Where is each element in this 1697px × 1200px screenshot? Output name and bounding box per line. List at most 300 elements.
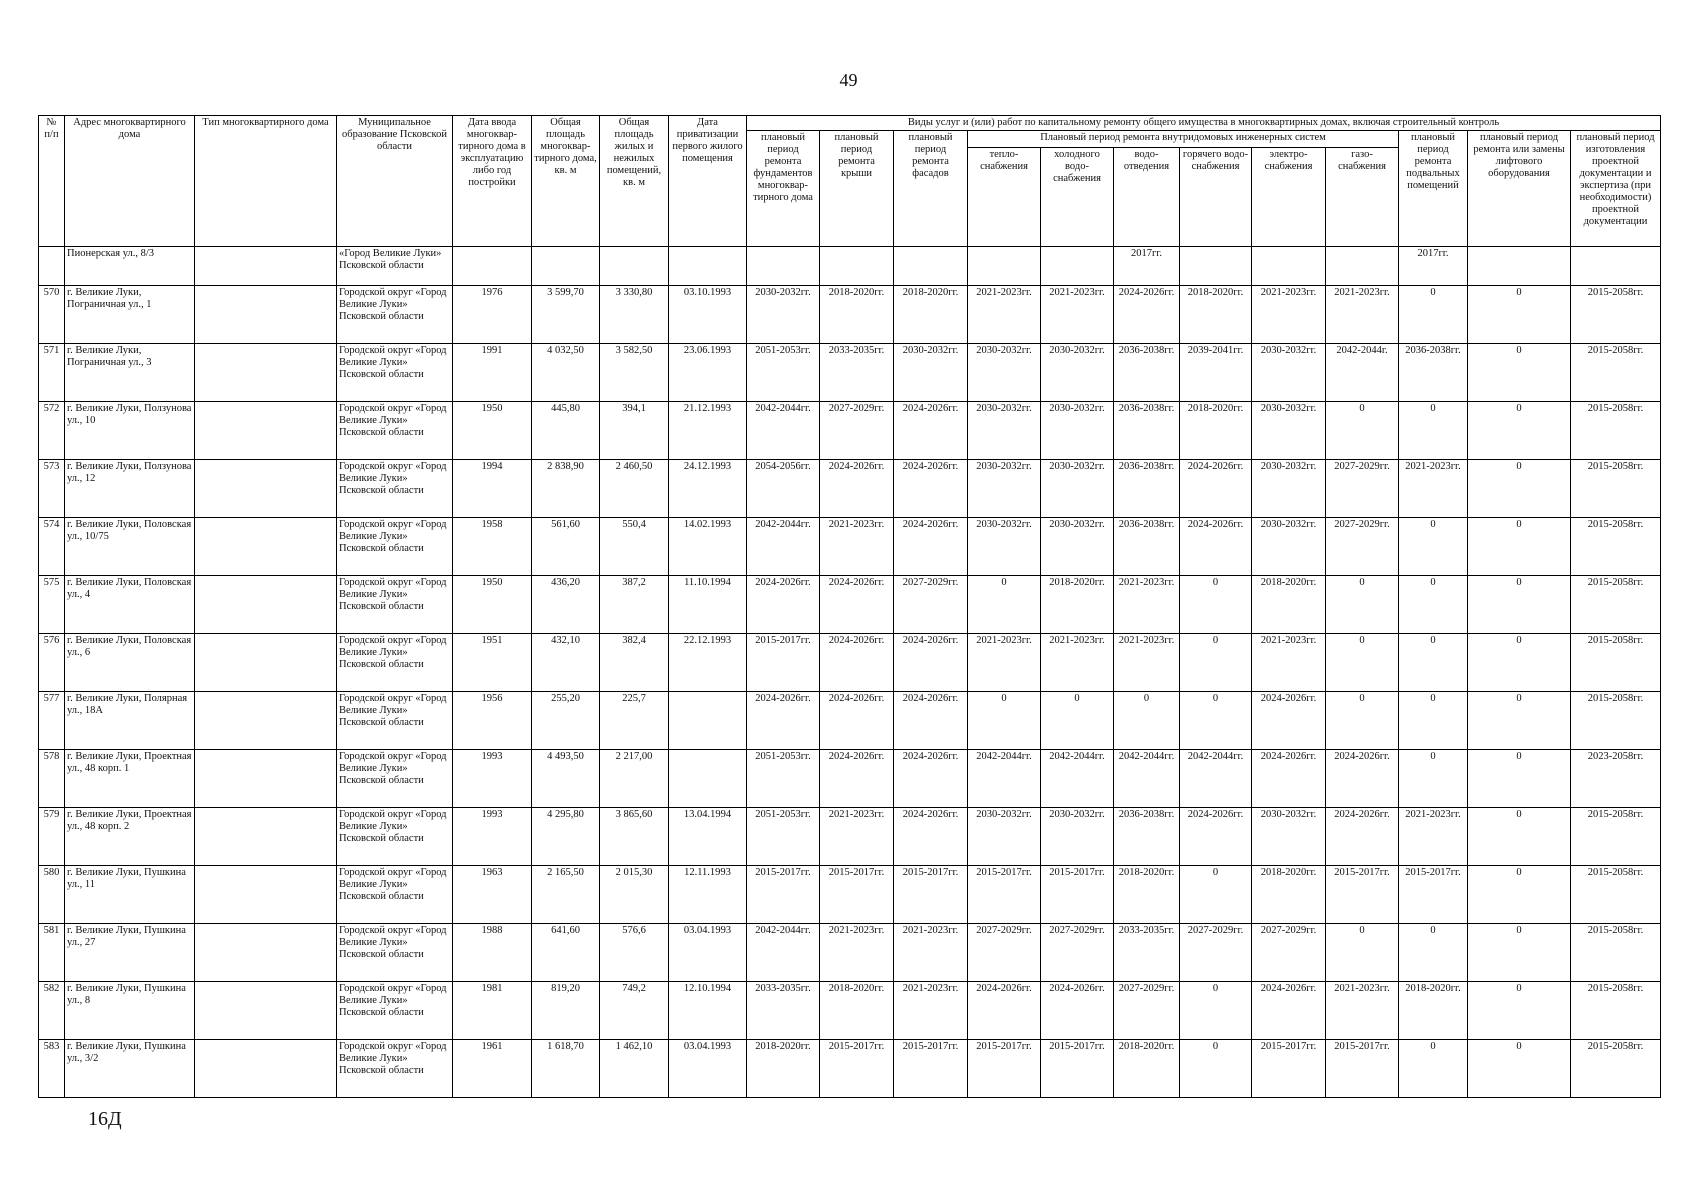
cell-type (195, 518, 337, 576)
header-foundation: плановый период ремонта фундаментов многоквар-тирного дома (747, 131, 820, 247)
cell-total-area: 4 295,80 (532, 808, 600, 866)
cell-gas: 0 (1326, 402, 1399, 460)
cell-heat: 2015-2017гг. (968, 866, 1041, 924)
cell-hot-water: 2027-2029гг. (1180, 924, 1252, 982)
header-engineering-group: Плановый период ремонта внутридомовых инженерных систем (968, 131, 1399, 148)
cell-roof: 2024-2026гг. (820, 692, 894, 750)
cell-elevator: 0 (1468, 808, 1571, 866)
cell-living-area: 3 865,60 (600, 808, 669, 866)
cell-address: г. Великие Луки, Пограничная ул., 1 (65, 286, 195, 344)
cell-basement: 0 (1399, 518, 1468, 576)
cell-roof: 2024-2026гг. (820, 576, 894, 634)
cell-hot-water: 2024-2026гг. (1180, 460, 1252, 518)
cell-address: Пионерская ул., 8/3 (65, 247, 195, 286)
cell-design: 2015-2058гг. (1571, 924, 1661, 982)
cell-facade: 2024-2026гг. (894, 750, 968, 808)
table-row (39, 344, 1661, 402)
cell-hot-water: 2024-2026гг. (1180, 518, 1252, 576)
cell-date: 1993 (453, 808, 532, 866)
cell-basement: 0 (1399, 402, 1468, 460)
cell-num: 574 (39, 518, 65, 576)
cell-date: 1988 (453, 924, 532, 982)
cell-elevator: 0 (1468, 460, 1571, 518)
cell-drainage: 2024-2026гг. (1114, 286, 1180, 344)
cell-drainage: 2036-2038гг. (1114, 808, 1180, 866)
cell-gas: 2015-2017гг. (1326, 1040, 1399, 1098)
cell-facade: 2021-2023гг. (894, 982, 968, 1040)
cell-date: 1961 (453, 1040, 532, 1098)
cell-drainage: 2036-2038гг. (1114, 518, 1180, 576)
cell-design: 2015-2058гг. (1571, 692, 1661, 750)
cell-drainage: 2042-2044гг. (1114, 750, 1180, 808)
cell-facade: 2024-2026гг. (894, 518, 968, 576)
cell-total-area: 641,60 (532, 924, 600, 982)
cell-design: 2015-2058гг. (1571, 982, 1661, 1040)
cell-total-area: 819,20 (532, 982, 600, 1040)
cell-num: 575 (39, 576, 65, 634)
cell-municipality: Городской округ «Город Великие Луки» Псковской области (337, 924, 453, 982)
cell-heat: 2030-2032гг. (968, 344, 1041, 402)
cell-type (195, 460, 337, 518)
cell-facade: 2030-2032гг. (894, 344, 968, 402)
cell-facade: 2015-2017гг. (894, 866, 968, 924)
cell-living-area: 3 330,80 (600, 286, 669, 344)
cell-facade (894, 247, 968, 286)
cell-address: г. Великие Луки, Половская ул., 4 (65, 576, 195, 634)
cell-gas: 2015-2017гг. (1326, 866, 1399, 924)
cell-gas: 2027-2029гг. (1326, 518, 1399, 576)
page-number: 49 (839, 70, 858, 90)
cell-address: г. Великие Луки, Половская ул., 6 (65, 634, 195, 692)
cell-municipality: Городской округ «Город Великие Луки» Псковской области (337, 634, 453, 692)
cell-basement: 2021-2023гг. (1399, 460, 1468, 518)
cell-foundation: 2030-2032гг. (747, 286, 820, 344)
cell-total-area: 432,10 (532, 634, 600, 692)
cell-cold-water: 2027-2029гг. (1041, 924, 1114, 982)
header-electric: электро-снабжения (1252, 148, 1326, 247)
cell-electric: 2024-2026гг. (1252, 750, 1326, 808)
cell-hot-water: 2042-2044гг. (1180, 750, 1252, 808)
cell-cold-water: 2018-2020гг. (1041, 576, 1114, 634)
cell-total-area: 1 618,70 (532, 1040, 600, 1098)
cell-hot-water: 2039-2041гг. (1180, 344, 1252, 402)
cell-date: 1991 (453, 344, 532, 402)
header-works-group: Виды услуг и (или) работ по капитальному ремонту общего имущества в многоквартирных домах, включая строительный контроль (747, 116, 1661, 131)
cell-electric: 2030-2032гг. (1252, 518, 1326, 576)
cell-total-area: 561,60 (532, 518, 600, 576)
cell-foundation: 2051-2053гг. (747, 808, 820, 866)
cell-design: 2015-2058гг. (1571, 460, 1661, 518)
table-row (39, 460, 1661, 518)
cell-address: г. Великие Луки, Половская ул., 10/75 (65, 518, 195, 576)
cell-gas (1326, 247, 1399, 286)
cell-elevator: 0 (1468, 924, 1571, 982)
cell-total-area: 4 032,50 (532, 344, 600, 402)
cell-heat: 2024-2026гг. (968, 982, 1041, 1040)
cell-address: г. Великие Луки, Пушкина ул., 11 (65, 866, 195, 924)
cell-roof: 2021-2023гг. (820, 924, 894, 982)
cell-total-area: 445,80 (532, 402, 600, 460)
cell-date: 1950 (453, 402, 532, 460)
cell-date: 1981 (453, 982, 532, 1040)
cell-foundation: 2054-2056гг. (747, 460, 820, 518)
cell-living-area: 749,2 (600, 982, 669, 1040)
cell-num: 582 (39, 982, 65, 1040)
cell-facade: 2024-2026гг. (894, 692, 968, 750)
cell-electric: 2030-2032гг. (1252, 808, 1326, 866)
header-address: Адрес многоквартирного дома (65, 116, 195, 247)
cell-privatization (669, 247, 747, 286)
cell-elevator: 0 (1468, 750, 1571, 808)
cell-total-area: 436,20 (532, 576, 600, 634)
cell-living-area: 550,4 (600, 518, 669, 576)
cell-cold-water: 2030-2032гг. (1041, 460, 1114, 518)
cell-type (195, 1040, 337, 1098)
cell-facade: 2018-2020гг. (894, 286, 968, 344)
cell-gas: 2027-2029гг. (1326, 460, 1399, 518)
cell-design: 2015-2058гг. (1571, 344, 1661, 402)
cell-design: 2015-2058гг. (1571, 518, 1661, 576)
cell-privatization: 03.10.1993 (669, 286, 747, 344)
cell-living-area: 2 217,00 (600, 750, 669, 808)
cell-roof (820, 247, 894, 286)
header-gas: газо-снабжения (1326, 148, 1399, 247)
cell-municipality: Городской округ «Город Великие Луки» Псковской области (337, 750, 453, 808)
cell-gas: 2024-2026гг. (1326, 808, 1399, 866)
cell-drainage: 2018-2020гг. (1114, 1040, 1180, 1098)
cell-heat: 2030-2032гг. (968, 460, 1041, 518)
cell-foundation: 2042-2044гг. (747, 518, 820, 576)
cell-address: г. Великие Луки, Проектная ул., 48 корп. 2 (65, 808, 195, 866)
cell-electric: 2018-2020гг. (1252, 866, 1326, 924)
table-row-continuation (39, 247, 1661, 286)
cell-basement: 2017гг. (1399, 247, 1468, 286)
cell-type (195, 634, 337, 692)
cell-basement: 0 (1399, 750, 1468, 808)
cell-design: 2015-2058гг. (1571, 866, 1661, 924)
cell-municipality: Городской округ «Город Великие Луки» Псковской области (337, 518, 453, 576)
cell-address: г. Великие Луки, Пограничная ул., 3 (65, 344, 195, 402)
cell-cold-water: 2030-2032гг. (1041, 402, 1114, 460)
cell-hot-water: 2018-2020гг. (1180, 402, 1252, 460)
cell-hot-water: 0 (1180, 866, 1252, 924)
cell-num: 570 (39, 286, 65, 344)
cell-privatization: 11.10.1994 (669, 576, 747, 634)
cell-facade: 2015-2017гг. (894, 1040, 968, 1098)
cell-facade: 2024-2026гг. (894, 634, 968, 692)
cell-cold-water: 2021-2023гг. (1041, 286, 1114, 344)
cell-electric: 2024-2026гг. (1252, 692, 1326, 750)
cell-gas: 2021-2023гг. (1326, 286, 1399, 344)
cell-drainage: 2036-2038гг. (1114, 344, 1180, 402)
header-type: Тип многоквартирного дома (195, 116, 337, 247)
cell-drainage: 2027-2029гг. (1114, 982, 1180, 1040)
cell-heat: 2030-2032гг. (968, 518, 1041, 576)
cell-elevator: 0 (1468, 518, 1571, 576)
cell-basement: 2018-2020гг. (1399, 982, 1468, 1040)
cell-basement: 0 (1399, 634, 1468, 692)
cell-num: 578 (39, 750, 65, 808)
table-row (39, 1040, 1661, 1098)
cell-type (195, 982, 337, 1040)
cell-electric (1252, 247, 1326, 286)
table-row (39, 924, 1661, 982)
cell-municipality: Городской округ «Город Великие Луки» Псковской области (337, 692, 453, 750)
cell-roof: 2015-2017гг. (820, 866, 894, 924)
cell-municipality: Городской округ «Город Великие Луки» Псковской области (337, 402, 453, 460)
header-roof: плановый период ремонта крыши (820, 131, 894, 247)
cell-foundation: 2051-2053гг. (747, 344, 820, 402)
cell-design: 2015-2058гг. (1571, 634, 1661, 692)
cell-roof: 2024-2026гг. (820, 750, 894, 808)
cell-num: 579 (39, 808, 65, 866)
cell-type (195, 344, 337, 402)
cell-num: 577 (39, 692, 65, 750)
cell-electric: 2021-2023гг. (1252, 634, 1326, 692)
cell-hot-water: 0 (1180, 576, 1252, 634)
cell-privatization: 23.06.1993 (669, 344, 747, 402)
cell-design: 2023-2058гг. (1571, 750, 1661, 808)
cell-heat: 2027-2029гг. (968, 924, 1041, 982)
cell-electric: 2030-2032гг. (1252, 344, 1326, 402)
cell-heat: 0 (968, 576, 1041, 634)
cell-hot-water: 2024-2026гг. (1180, 808, 1252, 866)
cell-address: г. Великие Луки, Пушкина ул., 27 (65, 924, 195, 982)
cell-facade: 2021-2023гг. (894, 924, 968, 982)
cell-privatization (669, 692, 747, 750)
cell-num: 581 (39, 924, 65, 982)
cell-hot-water: 2018-2020гг. (1180, 286, 1252, 344)
cell-privatization: 22.12.1993 (669, 634, 747, 692)
cell-gas: 0 (1326, 924, 1399, 982)
cell-num: 571 (39, 344, 65, 402)
cell-total-area: 3 599,70 (532, 286, 600, 344)
cell-address: г. Великие Луки, Ползунова ул., 12 (65, 460, 195, 518)
header-design: плановый период изготовления проектной документации и экспертиза (при необходимости) проектной документации (1571, 131, 1661, 247)
cell-cold-water: 2030-2032гг. (1041, 518, 1114, 576)
cell-heat (968, 247, 1041, 286)
table-row (39, 982, 1661, 1040)
cell-roof: 2018-2020гг. (820, 982, 894, 1040)
cell-living-area: 3 582,50 (600, 344, 669, 402)
cell-roof: 2018-2020гг. (820, 286, 894, 344)
cell-roof: 2021-2023гг. (820, 808, 894, 866)
header-basement: плановый период ремонта подвальных помещений (1399, 131, 1468, 247)
cell-gas: 2024-2026гг. (1326, 750, 1399, 808)
cell-electric: 2015-2017гг. (1252, 1040, 1326, 1098)
cell-total-area: 2 165,50 (532, 866, 600, 924)
cell-num (39, 247, 65, 286)
header-cold-water: холодного водо-снабжения (1041, 148, 1114, 247)
cell-cold-water: 0 (1041, 692, 1114, 750)
cell-facade: 2024-2026гг. (894, 808, 968, 866)
cell-design: 2015-2058гг. (1571, 286, 1661, 344)
cell-facade: 2027-2029гг. (894, 576, 968, 634)
cell-cold-water: 2015-2017гг. (1041, 866, 1114, 924)
cell-heat: 2042-2044гг. (968, 750, 1041, 808)
cell-date: 1993 (453, 750, 532, 808)
cell-elevator: 0 (1468, 344, 1571, 402)
cell-drainage: 2033-2035гг. (1114, 924, 1180, 982)
cell-design: 2015-2058гг. (1571, 808, 1661, 866)
cell-foundation: 2051-2053гг. (747, 750, 820, 808)
cell-living-area: 387,2 (600, 576, 669, 634)
cell-privatization (669, 750, 747, 808)
cell-type (195, 402, 337, 460)
table-row (39, 518, 1661, 576)
cell-roof: 2027-2029гг. (820, 402, 894, 460)
cell-facade: 2024-2026гг. (894, 402, 968, 460)
cell-drainage: 2021-2023гг. (1114, 634, 1180, 692)
cell-total-area (532, 247, 600, 286)
cell-date: 1956 (453, 692, 532, 750)
header-drainage: водо-отведения (1114, 148, 1180, 247)
footer-code: 16Д (88, 1108, 122, 1130)
cell-privatization: 03.04.1993 (669, 1040, 747, 1098)
cell-elevator: 0 (1468, 982, 1571, 1040)
cell-elevator: 0 (1468, 576, 1571, 634)
cell-living-area: 576,6 (600, 924, 669, 982)
cell-roof: 2021-2023гг. (820, 518, 894, 576)
header-heat: тепло-снабжения (968, 148, 1041, 247)
cell-elevator: 0 (1468, 692, 1571, 750)
cell-gas: 0 (1326, 634, 1399, 692)
cell-electric: 2021-2023гг. (1252, 286, 1326, 344)
cell-date: 1976 (453, 286, 532, 344)
cell-elevator: 0 (1468, 866, 1571, 924)
cell-cold-water (1041, 247, 1114, 286)
cell-basement: 2036-2038гг. (1399, 344, 1468, 402)
cell-type (195, 924, 337, 982)
cell-municipality: Городской округ «Город Великие Луки» Псковской области (337, 808, 453, 866)
cell-municipality: Городской округ «Город Великие Луки» Псковской области (337, 460, 453, 518)
table-row (39, 576, 1661, 634)
cell-electric: 2027-2029гг. (1252, 924, 1326, 982)
cell-date: 1951 (453, 634, 532, 692)
cell-cold-water: 2030-2032гг. (1041, 344, 1114, 402)
cell-num: 572 (39, 402, 65, 460)
cell-municipality: Городской округ «Город Великие Луки» Псковской области (337, 866, 453, 924)
cell-roof: 2015-2017гг. (820, 1040, 894, 1098)
cell-cold-water: 2030-2032гг. (1041, 808, 1114, 866)
cell-type (195, 866, 337, 924)
table-row (39, 402, 1661, 460)
cell-roof: 2024-2026гг. (820, 460, 894, 518)
cell-electric: 2018-2020гг. (1252, 576, 1326, 634)
cell-living-area (600, 247, 669, 286)
cell-type (195, 692, 337, 750)
cell-drainage: 2017гг. (1114, 247, 1180, 286)
cell-gas: 0 (1326, 576, 1399, 634)
cell-municipality: «Город Великие Луки» Псковской области (337, 247, 453, 286)
cell-foundation: 2024-2026гг. (747, 692, 820, 750)
header-elevator: плановый период ремонта или замены лифтового оборудования (1468, 131, 1571, 247)
cell-elevator (1468, 247, 1571, 286)
cell-privatization: 12.10.1994 (669, 982, 747, 1040)
cell-gas: 2021-2023гг. (1326, 982, 1399, 1040)
cell-num: 576 (39, 634, 65, 692)
cell-elevator: 0 (1468, 1040, 1571, 1098)
cell-heat: 2015-2017гг. (968, 1040, 1041, 1098)
cell-cold-water: 2021-2023гг. (1041, 634, 1114, 692)
cell-living-area: 394,1 (600, 402, 669, 460)
cell-foundation: 2042-2044гг. (747, 402, 820, 460)
cell-municipality: Городской округ «Город Великие Луки» Псковской области (337, 576, 453, 634)
cell-heat: 2021-2023гг. (968, 634, 1041, 692)
cell-gas: 0 (1326, 692, 1399, 750)
cell-elevator: 0 (1468, 286, 1571, 344)
cell-living-area: 225,7 (600, 692, 669, 750)
cell-living-area: 382,4 (600, 634, 669, 692)
cell-cold-water: 2024-2026гг. (1041, 982, 1114, 1040)
cell-cold-water: 2015-2017гг. (1041, 1040, 1114, 1098)
cell-foundation (747, 247, 820, 286)
cell-date: 1950 (453, 576, 532, 634)
cell-design: 2015-2058гг. (1571, 402, 1661, 460)
table-row (39, 866, 1661, 924)
cell-municipality: Городской округ «Город Великие Луки» Псковской области (337, 1040, 453, 1098)
cell-living-area: 1 462,10 (600, 1040, 669, 1098)
cell-foundation: 2024-2026гг. (747, 576, 820, 634)
cell-type (195, 286, 337, 344)
cell-privatization: 03.04.1993 (669, 924, 747, 982)
cell-drainage: 2036-2038гг. (1114, 460, 1180, 518)
table-row (39, 634, 1661, 692)
cell-living-area: 2 460,50 (600, 460, 669, 518)
capital-repair-table (38, 115, 1661, 1098)
cell-electric: 2030-2032гг. (1252, 402, 1326, 460)
cell-num: 580 (39, 866, 65, 924)
cell-design: 2015-2058гг. (1571, 1040, 1661, 1098)
cell-type (195, 576, 337, 634)
cell-heat: 2030-2032гг. (968, 402, 1041, 460)
cell-foundation: 2033-2035гг. (747, 982, 820, 1040)
cell-foundation: 2018-2020гг. (747, 1040, 820, 1098)
cell-elevator: 0 (1468, 634, 1571, 692)
cell-foundation: 2042-2044гг. (747, 924, 820, 982)
table-row (39, 692, 1661, 750)
cell-basement: 0 (1399, 286, 1468, 344)
cell-num: 583 (39, 1040, 65, 1098)
cell-address: г. Великие Луки, Проектная ул., 48 корп. 1 (65, 750, 195, 808)
cell-hot-water: 0 (1180, 1040, 1252, 1098)
header-num: № п/п (39, 116, 65, 247)
cell-address: г. Великие Луки, Полярная ул., 18А (65, 692, 195, 750)
cell-total-area: 2 838,90 (532, 460, 600, 518)
cell-heat: 2030-2032гг. (968, 808, 1041, 866)
cell-basement: 2015-2017гг. (1399, 866, 1468, 924)
cell-privatization: 14.02.1993 (669, 518, 747, 576)
cell-roof: 2033-2035гг. (820, 344, 894, 402)
cell-heat: 0 (968, 692, 1041, 750)
cell-privatization: 12.11.1993 (669, 866, 747, 924)
cell-basement: 0 (1399, 576, 1468, 634)
table-row (39, 808, 1661, 866)
cell-basement: 0 (1399, 692, 1468, 750)
cell-design (1571, 247, 1661, 286)
cell-address: г. Великие Луки, Ползунова ул., 10 (65, 402, 195, 460)
cell-electric: 2024-2026гг. (1252, 982, 1326, 1040)
cell-elevator: 0 (1468, 402, 1571, 460)
cell-date: 1958 (453, 518, 532, 576)
cell-municipality: Городской округ «Город Великие Луки» Псковской области (337, 982, 453, 1040)
table-header (39, 116, 1661, 247)
cell-foundation: 2015-2017гг. (747, 866, 820, 924)
cell-num: 573 (39, 460, 65, 518)
header-municipality: Муниципальное образование Псковской области (337, 116, 453, 247)
cell-drainage: 2021-2023гг. (1114, 576, 1180, 634)
cell-drainage: 0 (1114, 692, 1180, 750)
